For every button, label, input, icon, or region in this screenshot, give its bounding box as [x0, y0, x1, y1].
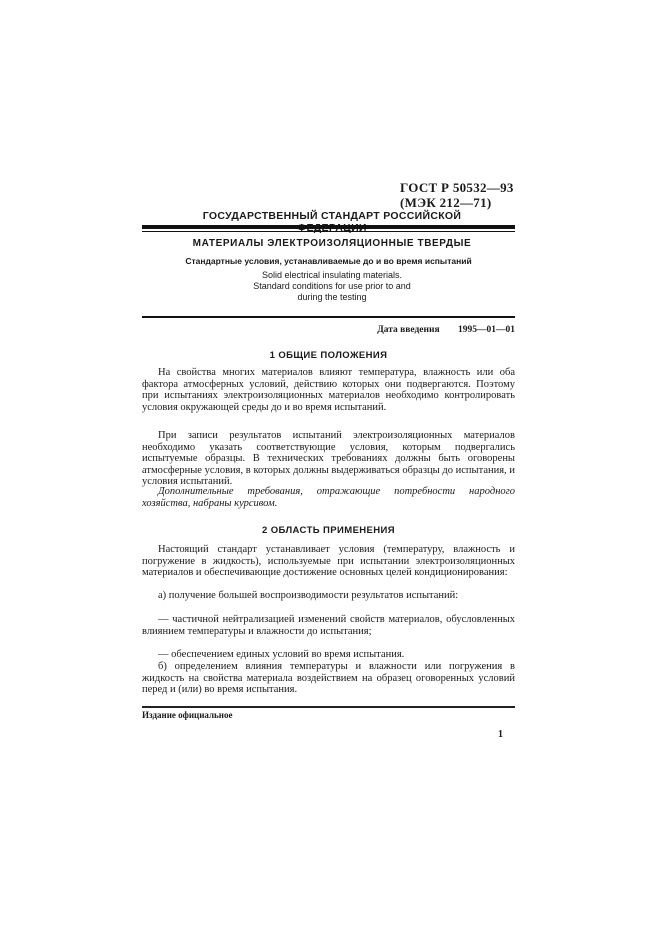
introduction-date-label: Дата введения	[377, 325, 440, 335]
section-2-item-a2: — обеспечением единых условий во время испытания.	[158, 649, 405, 660]
official-edition-label: Издание официальное	[142, 710, 233, 720]
section-2-heading: 2 ОБЛАСТЬ ПРИМЕНЕНИЯ	[261, 525, 396, 536]
english-title-line: Standard conditions for use prior to and	[253, 281, 411, 291]
section-1-italic-note: Дополнительные требования, отражающие потребности народного хозяйства, набраны курсивом.	[142, 486, 515, 509]
section-2-paragraph: Настоящий стандарт устанавливает условия (температуру, влажность и погружение в жидкость), используемые при испытании электроизоляционных материалов и обеспечивающие достижение основных целей кондиционирования:	[142, 544, 515, 578]
page-number: 1	[498, 729, 503, 740]
english-title-line: Solid electrical insulating materials.	[261, 270, 403, 280]
introduction-date	[340, 325, 515, 335]
standard-code-block	[400, 180, 514, 210]
state-standard-title: ГОСУДАРСТВЕННЫЙ СТАНДАРТ РОССИЙСКОЙ	[202, 210, 462, 222]
introduction-date-value: 1995—01—01	[458, 325, 515, 335]
document-subtitle: Стандартные условия, устанавливаемые до и во время испытаний	[185, 256, 472, 266]
standard-code: ГОСТ Р 50532—93	[400, 180, 514, 195]
english-title-line: during the testing	[297, 292, 367, 302]
english-title	[182, 270, 482, 303]
section-2-item-b: б) определением влияния температуры и влажности или погружения в жидкость на свойства материала воздействием на образец оговоренных условий перед и (или) во время испытания.	[142, 661, 515, 695]
header-rule-thin	[142, 231, 515, 232]
header-rule-thick	[142, 225, 515, 229]
document-title: МАТЕРИАЛЫ ЭЛЕКТРОИЗОЛЯЦИОННЫЕ ТВЕРДЫЕ	[192, 238, 472, 249]
title-divider	[142, 316, 515, 318]
section-2-item-a: а) получение большей воспроизводимости результатов испытаний:	[158, 590, 459, 601]
footer-rule	[142, 706, 515, 708]
section-1-paragraph: На свойства многих материалов влияют температура, влажность или оба фактора атмосферных условий, действию которых они подвергаются. Поэтому при испытаниях электроизоляционных материалов необходимо контролировать условия окружающей среды до и во время испытаний.	[142, 367, 515, 413]
section-1-paragraph: При записи результатов испытаний электроизоляционных материалов необходимо указать соответствующие условия, которым подвергались испытуемые образцы. В технических требованиях должны быть оговорены атмосферные условия, в которых должны выдерживаться образцы до испытания, и условия испытаний.	[142, 430, 515, 487]
iec-code: (МЭК 212—71)	[400, 195, 492, 210]
section-1-heading: 1 ОБЩИЕ ПОЛОЖЕНИЯ	[269, 350, 388, 361]
section-2-item-a1: — частичной нейтрализацией изменений свойств материалов, обусловленных влиянием температуры и влажности до испытания;	[142, 614, 515, 637]
